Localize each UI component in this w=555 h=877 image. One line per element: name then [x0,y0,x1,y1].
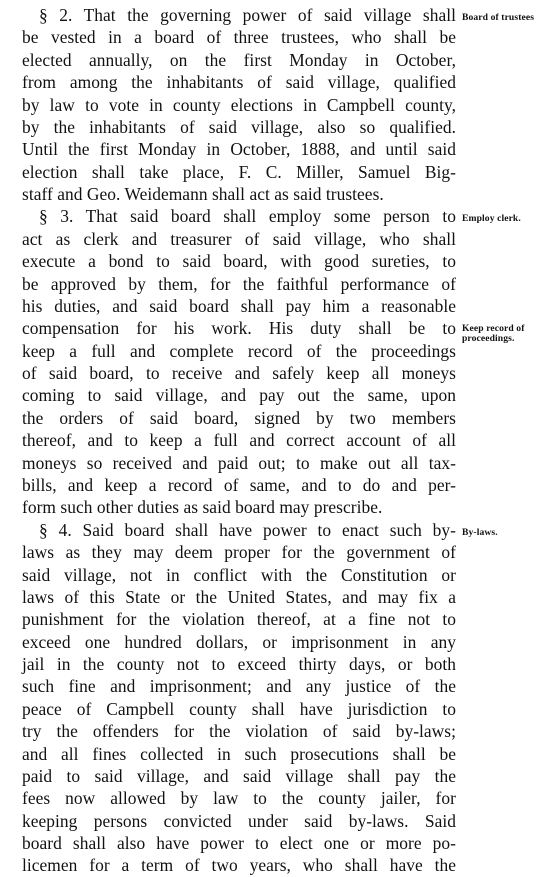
section-3-line: § 3. That said board shall employ some person to [39,206,456,227]
marginal-note-by-laws: By-laws. [462,526,498,538]
section-4-line: jail in the county not to exceed thirty days, or both [22,654,456,675]
section-4-line: keeping persons convicted under said by-laws. Said [22,810,456,831]
section-4-line: and all fines collected in such prosecutions shall be [22,743,456,764]
section-4-line: fees now allowed by law to the county jailer, for [22,788,456,809]
section-3-line: keep a full and complete record of the proceedings [22,340,456,361]
section-2-line: be vested in a board of three trustees, who shall be [22,27,456,48]
section-2-line: from among the inhabitants of said village, qualified [22,72,456,93]
section-2-line: § 2. That the governing power of said village shall [39,5,456,25]
section-4-line: § 4. Said board shall have power to enact such by- [39,519,456,540]
section-2-line: by the inhabitants of said village, also so qualified. [22,116,456,137]
section-3-line: be approved by them, for the faithful performance of [22,273,456,294]
section-3-line: moneys so received and paid out; to make out all tax- [22,452,456,473]
section-4-line: paid to said village, and said village shall pay the [22,765,456,786]
section-4-line: such fine and imprisonment; and any justice of the [22,676,456,697]
section-3-line: coming to said village, and pay out the same, upon [22,385,456,406]
section-3-line: the orders of said board, signed by two members [22,407,456,428]
section-4-line: board shall also have power to elect one or more po- [22,833,456,854]
section-4-line: said village, not in conflict with the Constitution or [22,564,456,585]
section-4-line: peace of Campbell county shall have jurisdiction to [22,698,456,719]
marginal-note-proceedings: proceedings. [462,333,515,345]
section-4-line: punishment for the violation thereof, at a fine not to [22,609,456,630]
section-2-line: by law to vote in county elections in Campbell county, [22,94,456,115]
section-3-line: bills, and keep a record of same, and to do and per- [22,474,456,495]
section-3-line: his duties, and said board shall pay him a reasonable [22,295,456,316]
section-4-line: exceed one hundred dollars, or imprisonment in any [22,631,456,652]
section-2-line: staff and Geo. Weidemann shall act as said trustees. [22,184,384,205]
section-4-line: try the offenders for the violation of said by-laws; [22,721,456,742]
section-2-line: elected annually, on the first Monday in October, [22,49,456,70]
section-3-line: compensation for his work. His duty shall be to [22,318,456,339]
section-3-line: act as clerk and treasurer of said village, who shall [22,228,456,249]
section-4-line: licemen for a term of two years, who shall have the [22,855,456,876]
marginal-note-employ-clerk: Employ clerk. [462,213,521,225]
section-3-line: of said board, to receive and safely keep all moneys [22,363,456,384]
marginal-note-board-of-trustees: Board of trustees [462,12,535,23]
marginal-note-keep-record: Keep record of [462,323,525,335]
section-2-line: election shall take place, F. C. Miller, Samuel Big- [22,161,456,182]
section-4-line: laws of this State or the United States, and may fix a [22,586,456,607]
section-3-line: thereof, and to keep a full and correct account of all [22,430,456,451]
section-4-line: laws as they may deem proper for the government of [22,542,456,563]
section-2-line: Until the first Monday in October, 1888, and until said [22,139,456,160]
section-3-line: form such other duties as said board may prescribe. [22,497,383,518]
section-3-line: execute a bond to said board, with good sureties, to [22,251,456,272]
